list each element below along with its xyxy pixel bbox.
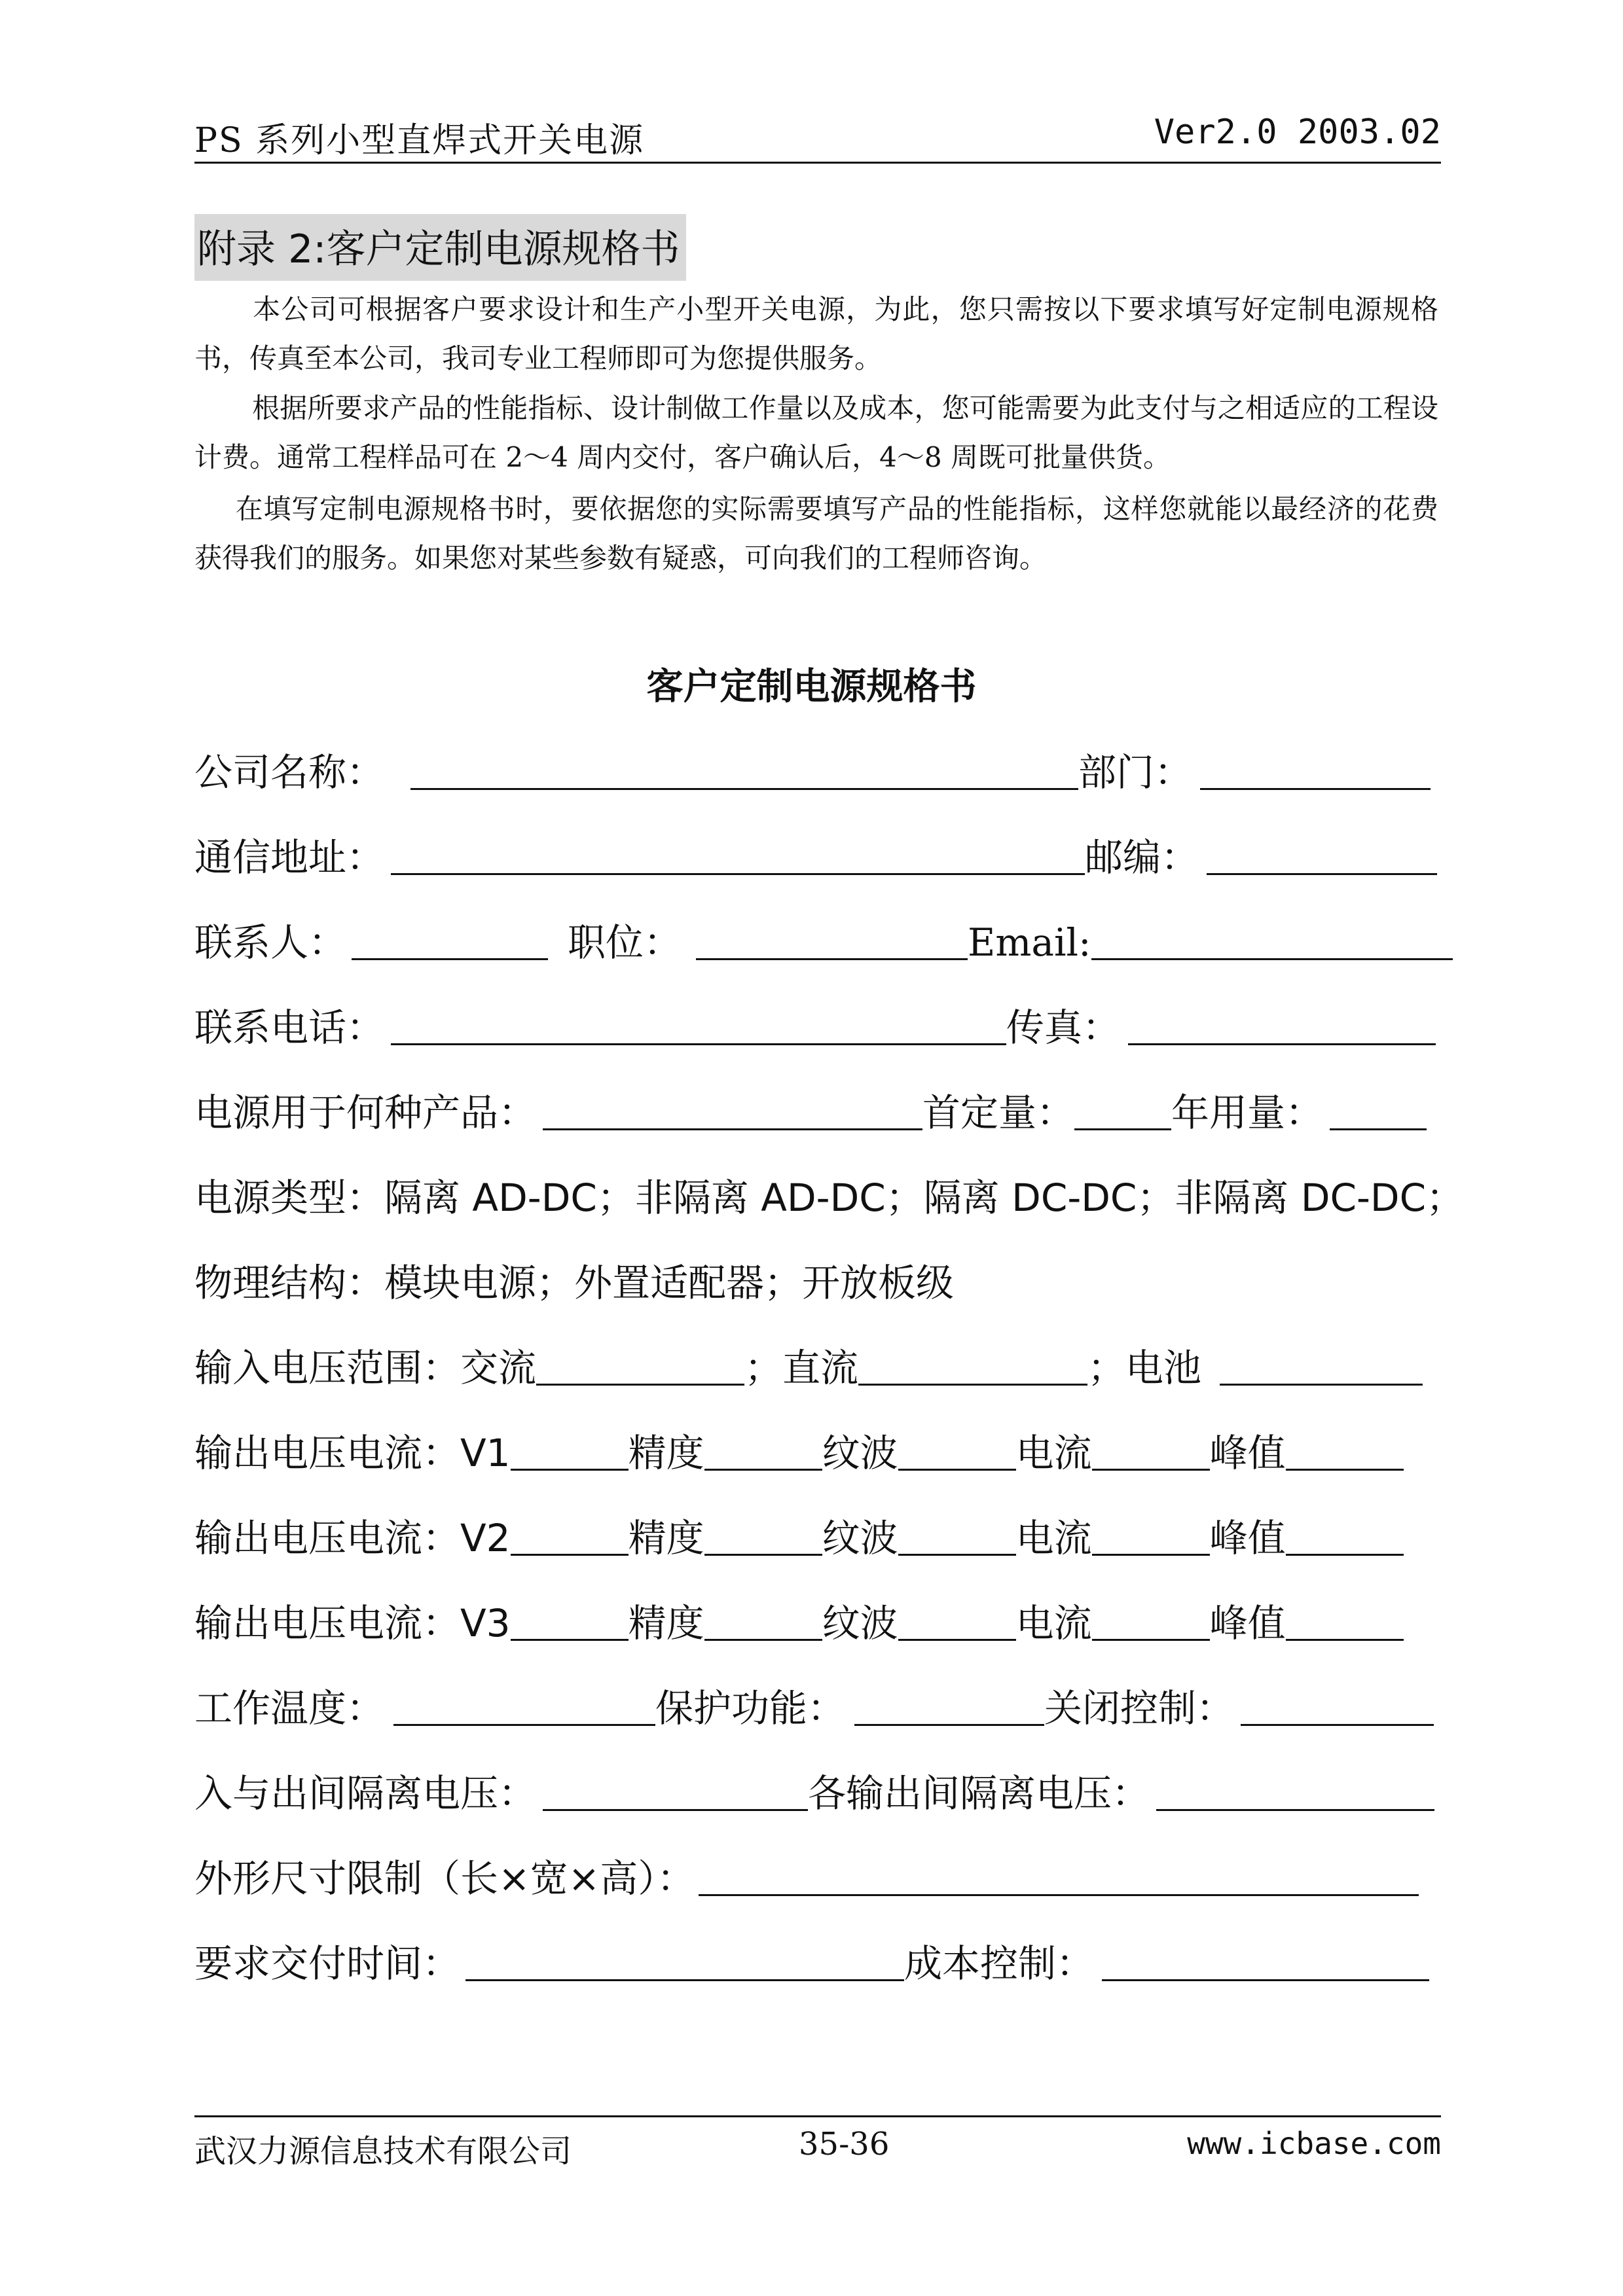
footer-company: 武汉力源信息技术有限公司 xyxy=(194,2133,572,2170)
peak-field[interactable] xyxy=(1286,1554,1404,1556)
postcode-label: 邮编： xyxy=(1085,835,1199,880)
form-row-dimensions xyxy=(194,1849,1445,1901)
first-order-label: 首定量： xyxy=(922,1090,1075,1135)
precision-field[interactable] xyxy=(704,1554,822,1556)
contact-field[interactable] xyxy=(352,958,548,960)
precision-label: 精度 xyxy=(628,1516,704,1560)
intro-text-1: 本公司可根据客户要求设计和生产小型开关电源，为此，您只需按以下要求填写好定制电源规格书，传真至本公司，我司专业工程师即可为您提供服务。 xyxy=(194,293,1438,374)
position-label: 职位： xyxy=(568,920,682,965)
battery-input-field[interactable] xyxy=(1220,1384,1423,1386)
protection-field[interactable] xyxy=(854,1724,1044,1726)
form-row-input-voltage xyxy=(194,1338,1445,1391)
voltage-field[interactable] xyxy=(511,1554,629,1556)
current-field[interactable] xyxy=(1092,1469,1210,1471)
voltage-field[interactable] xyxy=(511,1469,629,1471)
io-isolation-field[interactable] xyxy=(543,1809,808,1811)
output-label: 输出电压电流：V3 xyxy=(194,1601,511,1645)
peak-label: 峰值 xyxy=(1209,1601,1286,1645)
form-row-delivery xyxy=(194,1934,1445,1986)
peak-field[interactable] xyxy=(1286,1639,1404,1641)
io-isolation-label: 入与出间隔离电压： xyxy=(194,1771,537,1816)
form-row-output-v1 xyxy=(194,1424,1445,1476)
output-label: 输出电压电流：V2 xyxy=(194,1516,511,1560)
output-isolation-field[interactable] xyxy=(1156,1809,1434,1811)
fax-field[interactable] xyxy=(1128,1043,1436,1045)
ripple-field[interactable] xyxy=(898,1639,1016,1641)
input-range-label: 输入电压范围：交流 xyxy=(194,1346,537,1390)
cost-label: 成本控制： xyxy=(904,1941,1095,1986)
ripple-label: 纹波 xyxy=(822,1601,898,1645)
footer-url[interactable]: www.icbase.com xyxy=(1187,2126,1441,2161)
dimensions-field[interactable] xyxy=(699,1894,1419,1896)
intro-text-2: 根据所要求产品的性能指标、设计制做工作量以及成本，您可能需要为此支付与之相适应的工程设计费。通常工程样品可在 2～4 周内交付，客户确认后，4～8 周既可批量供货。 xyxy=(194,392,1438,473)
precision-label: 精度 xyxy=(628,1431,704,1475)
phone-label: 联系电话： xyxy=(194,1005,385,1050)
ripple-label: 纹波 xyxy=(822,1431,898,1475)
form-row-phone xyxy=(194,998,1445,1050)
shutdown-field[interactable] xyxy=(1241,1724,1434,1726)
ac-input-field[interactable] xyxy=(536,1384,744,1386)
temperature-label: 工作温度： xyxy=(194,1686,385,1731)
form-row-power-type xyxy=(194,1168,1465,1221)
phone-field[interactable] xyxy=(391,1043,1006,1045)
power-type-options[interactable]: 电源类型：隔离 AD-DC；非隔离 AD-DC；隔离 DC-DC；非隔离 DC-DC； xyxy=(194,1175,1465,1220)
annual-volume-label: 年用量： xyxy=(1171,1090,1324,1135)
form-row-structure xyxy=(194,1253,1445,1306)
dc-input-field[interactable] xyxy=(858,1384,1087,1386)
form-row-output-v3 xyxy=(194,1594,1445,1646)
form-row-temperature xyxy=(194,1679,1445,1731)
structure-options[interactable]: 物理结构：模块电源；外置适配器；开放板级 xyxy=(194,1261,955,1305)
output-label: 输出电压电流：V1 xyxy=(194,1431,511,1475)
fax-label: 传真： xyxy=(1006,1005,1121,1050)
email-label: Email: xyxy=(968,920,1091,965)
email-field[interactable] xyxy=(1091,958,1453,960)
appendix-title: 附录 2:客户定制电源规格书 xyxy=(194,214,686,281)
current-field[interactable] xyxy=(1092,1639,1210,1641)
voltage-field[interactable] xyxy=(511,1639,629,1641)
delivery-field[interactable] xyxy=(465,1979,904,1981)
postcode-field[interactable] xyxy=(1207,873,1437,875)
header-version: Ver2.0 2003.02 xyxy=(1154,113,1441,152)
intro-paragraph-3 xyxy=(194,484,1438,583)
ripple-label: 纹波 xyxy=(822,1516,898,1560)
dc-label: ；直流 xyxy=(744,1346,859,1390)
current-label: 电流 xyxy=(1015,1431,1092,1475)
form-row-output-v2 xyxy=(194,1509,1445,1561)
precision-field[interactable] xyxy=(704,1639,822,1641)
first-order-field[interactable] xyxy=(1074,1128,1171,1130)
product-use-field[interactable] xyxy=(543,1128,922,1130)
footer-divider xyxy=(194,2115,1441,2117)
current-label: 电流 xyxy=(1015,1601,1092,1645)
address-field[interactable] xyxy=(391,873,1085,875)
annual-volume-field[interactable] xyxy=(1330,1128,1427,1130)
contact-label: 联系人： xyxy=(194,920,347,965)
company-name-label: 公司名称： xyxy=(194,750,385,795)
protection-label: 保护功能： xyxy=(655,1686,846,1731)
temperature-field[interactable] xyxy=(393,1724,655,1726)
form-row-company xyxy=(194,743,1445,795)
header-title: PS 系列小型直焊式开关电源 xyxy=(194,121,645,160)
precision-label: 精度 xyxy=(628,1601,704,1645)
output-isolation-label: 各输出间隔离电压： xyxy=(808,1771,1150,1816)
ripple-field[interactable] xyxy=(898,1554,1016,1556)
intro-paragraph-2 xyxy=(194,384,1438,482)
current-field[interactable] xyxy=(1092,1554,1210,1556)
form-row-address xyxy=(194,828,1445,880)
address-label: 通信地址： xyxy=(194,835,385,880)
precision-field[interactable] xyxy=(704,1469,822,1471)
intro-text-3: 在填写定制电源规格书时，要依据您的实际需要填写产品的性能指标，这样您就能以最经济的花费获得我们的服务。如果您对某些参数有疑惑，可向我们的工程师咨询。 xyxy=(194,493,1438,574)
department-field[interactable] xyxy=(1200,788,1431,790)
company-name-field[interactable] xyxy=(410,788,1078,790)
cost-field[interactable] xyxy=(1102,1979,1429,1981)
form-row-isolation xyxy=(194,1764,1445,1816)
form-title: 客户定制电源规格书 xyxy=(646,666,977,708)
delivery-label: 要求交付时间： xyxy=(194,1941,461,1986)
current-label: 电流 xyxy=(1015,1516,1092,1560)
product-use-label: 电源用于何种产品： xyxy=(194,1090,537,1135)
form-row-product xyxy=(194,1083,1445,1136)
battery-label: ；电池 xyxy=(1087,1346,1202,1390)
dimensions-label: 外形尺寸限制（长×宽×高）： xyxy=(194,1856,695,1901)
peak-label: 峰值 xyxy=(1209,1431,1286,1475)
header-divider xyxy=(194,162,1441,164)
shutdown-label: 关闭控制： xyxy=(1044,1686,1235,1731)
ripple-field[interactable] xyxy=(898,1469,1016,1471)
position-field[interactable] xyxy=(696,958,968,960)
peak-label: 峰值 xyxy=(1209,1516,1286,1560)
form-row-contact xyxy=(194,913,1445,965)
department-label: 部门： xyxy=(1078,750,1193,795)
page-number: 35-36 xyxy=(799,2126,890,2162)
peak-field[interactable] xyxy=(1286,1469,1404,1471)
intro-paragraph-1 xyxy=(194,285,1438,383)
